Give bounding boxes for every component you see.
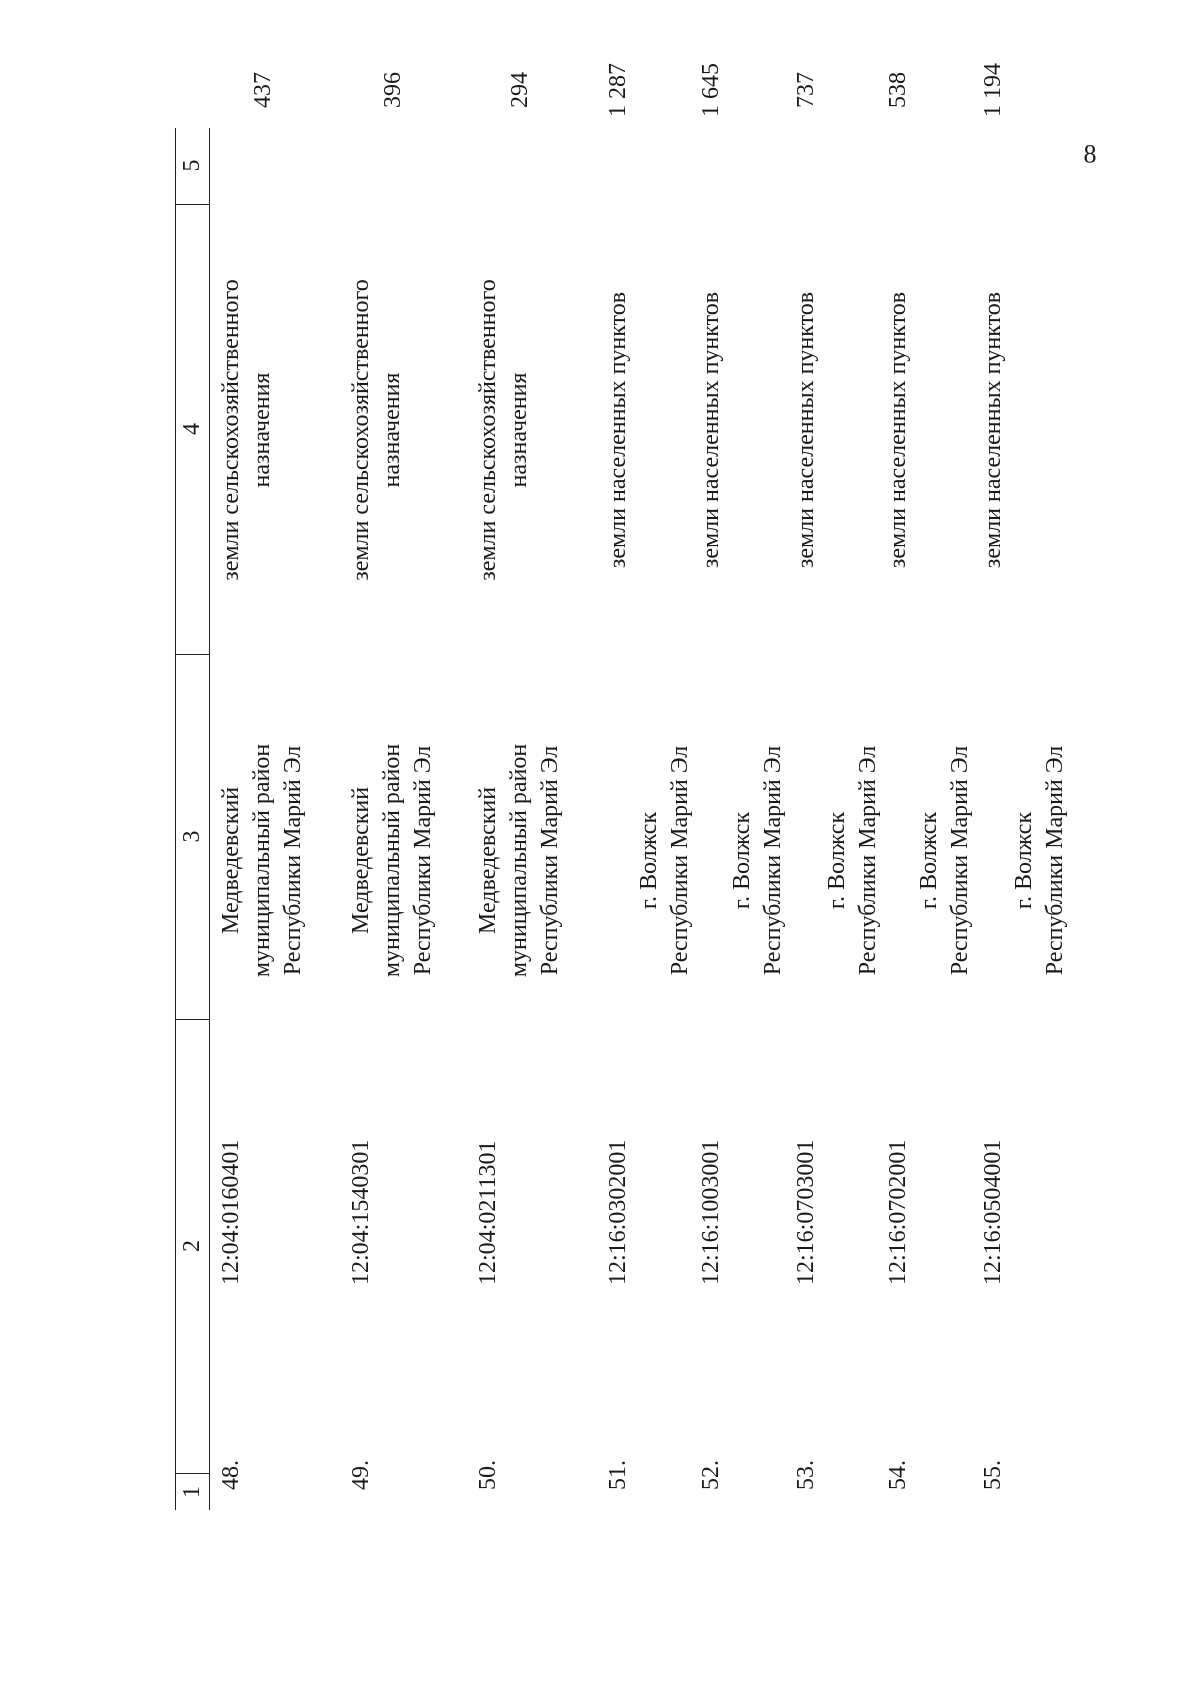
- table-row: [340, 72, 467, 1510]
- table-header: [175, 128, 210, 1510]
- land-category-cell: [603, 220, 634, 640]
- table-row: [210, 72, 340, 1510]
- location-line: г. Волжск: [729, 811, 755, 910]
- land-category-cell: [791, 220, 822, 640]
- location-cell: [914, 728, 976, 993]
- table-row: [972, 63, 1082, 1510]
- row-number: 48.: [218, 1460, 244, 1490]
- location-line: Республики Марий Эл: [1042, 745, 1068, 976]
- table-row: [467, 72, 597, 1510]
- area-value: 1 194: [980, 63, 1006, 117]
- cadastral-code: 12:16:0702001: [885, 1139, 911, 1285]
- land-category-line: земли населенных пунктов: [793, 291, 819, 569]
- area-value: 538: [885, 72, 911, 108]
- land-category-cell: [346, 220, 408, 640]
- header-col-4: 4: [176, 204, 209, 655]
- location-line: Республики Марий Эл: [760, 745, 786, 976]
- land-category-line: назначения: [379, 372, 405, 488]
- location-line: г. Волжск: [916, 811, 942, 910]
- area-value: 437: [250, 72, 276, 108]
- land-category-line: земли населенных пунктов: [698, 291, 724, 569]
- table-row: [877, 72, 973, 1510]
- header-col-2: 2: [176, 1019, 209, 1474]
- cadastral-code: 12:04:0211301: [475, 1140, 501, 1285]
- location-line: муниципальный район: [506, 743, 532, 978]
- land-category-line: земли населенных пунктов: [885, 291, 911, 569]
- cadastral-code: 12:04:0160401: [218, 1139, 244, 1285]
- row-number: 50.: [475, 1460, 501, 1490]
- land-category-line: назначения: [506, 372, 532, 488]
- location-cell: [216, 728, 309, 993]
- location-line: Республики Марий Эл: [947, 745, 973, 976]
- location-line: Медведевский: [218, 786, 244, 935]
- table-row: [597, 63, 693, 1510]
- land-category-cell: [473, 220, 535, 640]
- page-number: 8: [1083, 139, 1097, 169]
- land-category-cell: [216, 220, 278, 640]
- cadastral-code: 12:16:0504001: [980, 1139, 1006, 1285]
- row-number: 51.: [605, 1460, 631, 1490]
- land-category-line: земли сельскохозяйственного: [218, 279, 244, 581]
- location-line: г. Волжск: [636, 811, 662, 910]
- location-cell: [473, 728, 566, 993]
- land-category-line: земли населенных пунктов: [980, 291, 1006, 569]
- location-line: Республики Марий Эл: [855, 745, 881, 976]
- location-line: Медведевский: [348, 786, 374, 935]
- area-value: 1 287: [605, 63, 631, 117]
- location-line: г. Волжск: [824, 811, 850, 910]
- area-value: 396: [380, 72, 406, 108]
- location-line: муниципальный район: [379, 743, 405, 978]
- header-col-1: 1: [179, 1486, 205, 1498]
- location-cell: [1009, 728, 1071, 993]
- table-body: [210, 63, 1082, 1510]
- location-line: Медведевский: [475, 786, 501, 935]
- table-row: [785, 72, 881, 1510]
- area-value: 294: [507, 72, 533, 108]
- location-line: Республики Марий Эл: [537, 745, 563, 976]
- location-line: г. Волжск: [1011, 811, 1037, 910]
- location-line: муниципальный район: [249, 743, 275, 978]
- cadastral-code: 12:04:1540301: [348, 1139, 374, 1285]
- area-value: 737: [793, 72, 819, 108]
- row-number: 49.: [348, 1460, 374, 1490]
- land-table: [175, 63, 1082, 1510]
- row-number: 53.: [793, 1460, 819, 1490]
- location-cell: [346, 728, 439, 993]
- location-cell: [634, 728, 696, 993]
- land-category-cell: [883, 220, 914, 640]
- location-line: Республики Марий Эл: [280, 745, 306, 976]
- row-number: 55.: [980, 1460, 1006, 1490]
- location-cell: [822, 728, 884, 993]
- land-category-cell: [978, 220, 1009, 640]
- cadastral-code: 12:16:0302001: [605, 1139, 631, 1285]
- location-line: Республики Марий Эл: [667, 745, 693, 976]
- cadastral-code: 12:16:1003001: [698, 1139, 724, 1285]
- location-line: Республики Марий Эл: [410, 745, 436, 976]
- row-number: 54.: [885, 1460, 911, 1490]
- table-row: [690, 63, 786, 1510]
- land-category-line: назначения: [249, 372, 275, 488]
- area-value: 1 645: [698, 63, 724, 117]
- header-col-3: 3: [176, 654, 209, 1020]
- cadastral-code: 12:16:0703001: [793, 1139, 819, 1285]
- land-category-line: земли населенных пунктов: [605, 291, 631, 569]
- header-col-5: 5: [176, 127, 209, 205]
- land-category-line: земли сельскохозяйственного: [348, 279, 374, 581]
- location-cell: [727, 728, 789, 993]
- row-number: 52.: [698, 1460, 724, 1490]
- land-category-line: земли сельскохозяйственного: [475, 279, 501, 581]
- land-category-cell: [696, 220, 727, 640]
